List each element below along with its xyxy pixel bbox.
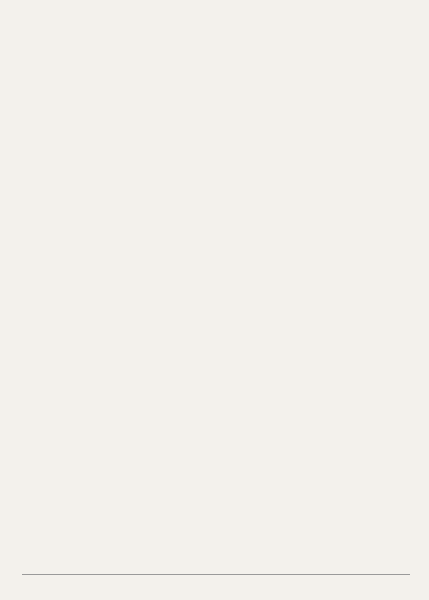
bottom-text-band [22,300,410,550]
page-number [210,575,220,585]
page-number-wrap [0,567,429,586]
text-column [38,34,47,284]
text-column [401,34,410,284]
text-column [290,34,299,284]
text-column [69,300,78,550]
text-column [148,300,157,550]
text-column [275,300,284,550]
text-column [180,300,189,550]
text-column [101,34,110,284]
text-column [54,300,63,550]
text-column [385,34,394,284]
text-column [401,300,410,550]
text-column [180,34,189,284]
text-column [211,300,220,550]
text-column [259,34,268,284]
top-text-band [22,34,410,284]
text-column [306,34,315,284]
text-column [196,300,205,550]
text-column [164,34,173,284]
text-column [338,300,347,550]
text-column [259,300,268,550]
text-column [338,34,347,284]
text-column [227,34,236,284]
text-column [353,34,362,284]
text-column [243,34,252,284]
text-column [369,34,378,284]
text-column [117,300,126,550]
text-column [54,34,63,284]
text-column [306,300,315,550]
text-column [275,34,284,284]
text-column [101,300,110,550]
text-column [132,34,141,284]
text-column [38,300,47,550]
text-column [196,34,205,284]
text-column [385,300,394,550]
text-column [243,300,252,550]
text-column [85,34,94,284]
text-column [322,300,331,550]
text-column [369,300,378,550]
text-column [211,34,220,284]
text-column [353,300,362,550]
text-column [69,34,78,284]
text-column [164,300,173,550]
text-column [322,34,331,284]
text-column [290,300,299,550]
text-column [117,34,126,284]
text-column [132,300,141,550]
text-column [22,34,31,284]
text-column [148,34,157,284]
text-column [227,300,236,550]
text-column [22,300,31,550]
text-column [85,300,94,550]
